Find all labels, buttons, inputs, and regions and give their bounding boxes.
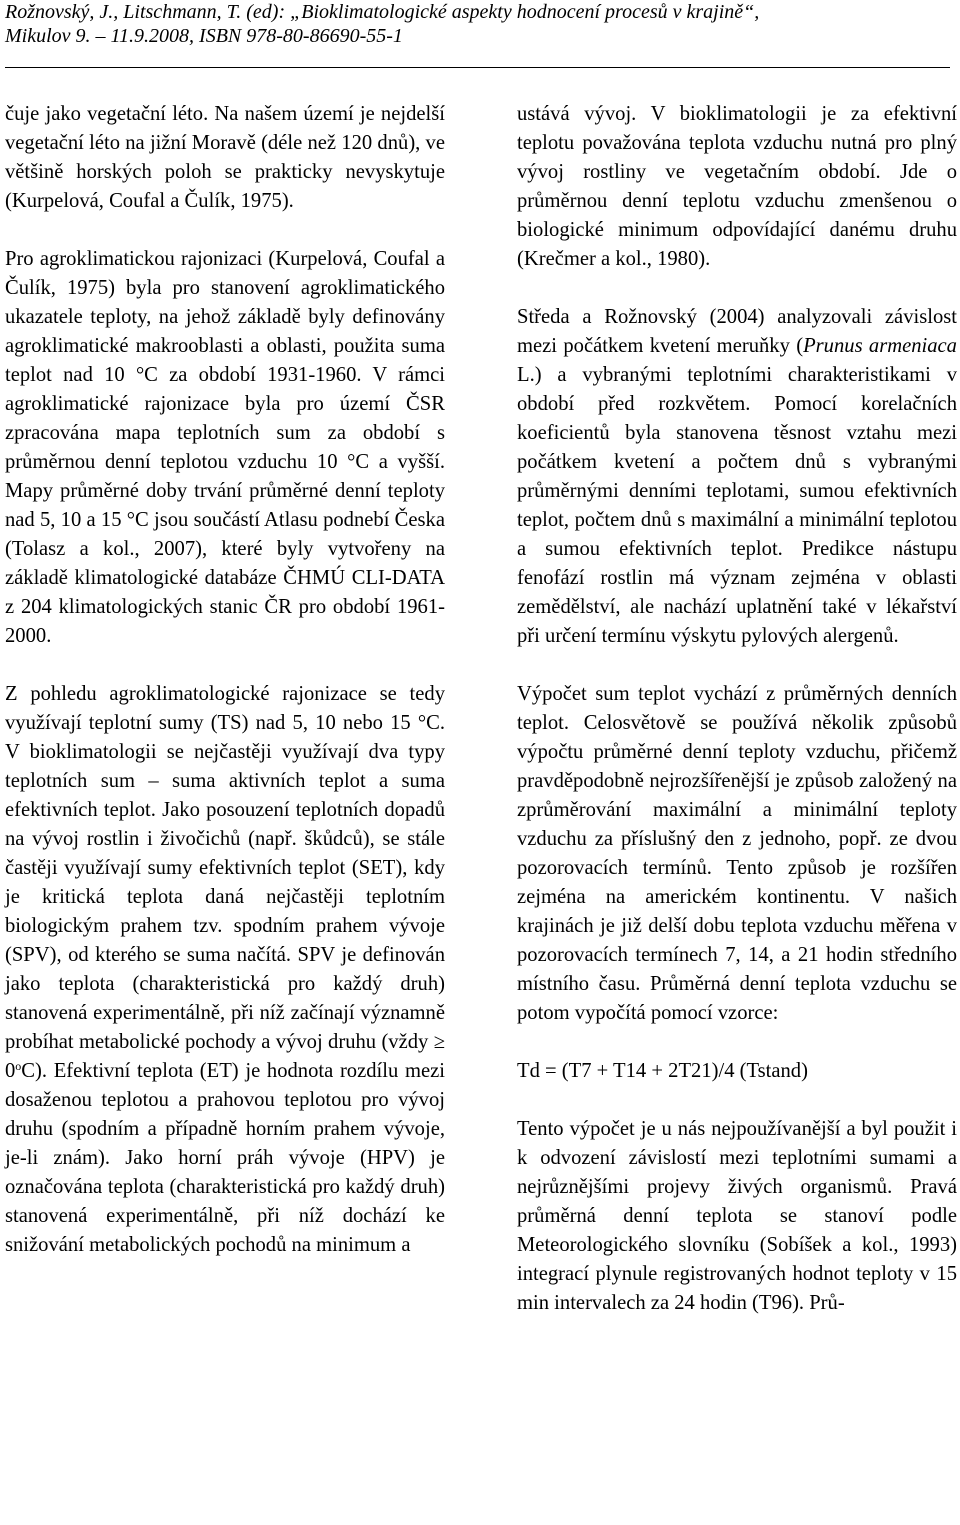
left-column [5,100,445,1260]
right-paragraph-1: ustává vývoj. V bioklimatologii je za efektivní teplotu považována teplota vzduchu nutná pro plný vývoj rostliny ve vegetačním období. Jde o průměrnou denní teplotu vzduchu zmenšenou o biologické minimum odpovídající danému druhu (Krečmer a kol., 1980). [517,103,957,270]
paragraph-gap [517,1028,957,1057]
right-paragraph-2 [517,303,957,651]
right-paragraph-2-part-2: L.) a vybranými teplotními charakteristikami v období před rozkvětem. Pomocí korelačních koeficientů byla stanovena těsnost vztahu mezi počátkem kvetení a počtem dnů s vybranými průměrnými denními teplotami, sumou efektivních teplot, počtem dnů s maximální a minimální teplotou a sumou efektivních teplot. Predikce nástupu fenofází rostlin má význam zejména v oblasti zemědělství, ale nachází uplatnění také v lékařství při určení termínu výskytu pylových alergenů. [517,364,957,647]
paragraph-gap [517,274,957,303]
running-header [5,0,950,48]
left-paragraph-3-part-1: Z pohledu agroklimatologické rajonizace se tedy využívají teplotní sumy (TS) nad 5, 10 nebo 15 °C. V bioklimatologii se nejčastěji využívají dva typy teplotních sum – suma aktivních teplot a suma efektivních teplot. Jako posouzení teplotních dopadů na vývoj rostlin i živočichů (např. škůdců), se stále častěji využívají sumy efektivních teplot (SET), kdy je kritická teplota daná nejčastěji teplotním biologickým prahem tzv. spodním prahem vývoje (SPV), od kterého se suma načítá. SPV je definován jako teplota (charakteristická pro každý druh) stanovená experimentálně, při níž začínají významně probíhat metabolické pochody a vývoj druhu (vždy ≥ 0 [5,683,445,1082]
right-paragraph-2-part-1: Středa a Rožnovský (2004) analyzovali závislost mezi počátkem kvetení meruňky ( [517,306,957,357]
species-name: Prunus armeniaca [803,335,957,357]
header-citation-line-2: Mikulov 9. – 11.9.2008, ISBN 978-80-86690-55-1 [5,25,403,47]
right-paragraph-3: Výpočet sum teplot vychází z průměrných denních teplot. Celosvětově se používá několik způsobů výpočtu průměrné denní teploty vzduchu, přičemž pravděpodobně nejrozšířenější je způsob založený na zprůměrování maximální a minimální teploty vzduchu za příslušný den z jednoho, popř. ze dvou pozorovacích termínů. Tento způsob je rozšířen zejména na americkém kontinentu. V našich krajinách je již delší dobu teplota vzduchu měřena v pozorovacích termínech 7, 14, a 21 hodin středního místního času. Průměrná denní teplota vzduchu se potom vypočítá pomocí vzorce: [517,683,957,1024]
left-paragraph-3-part-2: C). Efektivní teplota (ET) je hodnota rozdílu mezi dosaženou teplotou a prahovou teplotou pro vývoj druhu (spodním a případně horním prahem vývoje, je-li znám). Jako horní práh vývoje (HPV) je označována teplota (charakteristická pro každý druh) stanovená experimentálně, při níž dochází ke snižování metabolických pochodů na minimum a [5,1060,445,1256]
paragraph-gap [517,651,957,680]
header-citation-line-1: Rožnovský, J., Litschmann, T. (ed): „Bioklimatologické aspekty hodnocení procesů v krajině“, [5,1,760,23]
formula: Td = (T7 + T14 + 2T21)/4 (Tstand) [517,1060,808,1082]
left-paragraph-1: čuje jako vegetační léto. Na našem území je nejdelší vegetační léto na jižní Moravě (déle než 120 dnů), ve většině horských poloh se prakticky nevyskytuje (Kurpelová, Coufal a Čulík, 1975). [5,103,445,212]
degree-superscript: o [15,1059,22,1073]
left-paragraph-2: Pro agroklimatickou rajonizaci (Kurpelová, Coufal a Čulík, 1975) byla pro stanovení agroklimatického ukazatele teploty, na jehož základě byly definovány agroklimatické makrooblasti a oblasti, použita suma teplot nad 10 °C za období 1931-1960. V rámci agroklimatické rajonizace byla pro území ČSR zpracována mapa teplotních sum za období s průměrnou denní teplotou vzduchu 10 °C a vyšší. Mapy průměrné doby trvání průměrné denní teploty nad 5, 10 a 15 °C jsou součástí Atlasu podnebí Česka (Tolasz a kol., 2007), které byly vytvořeny na základě klimatologické databáze ČHMÚ CLI-DATA z 204 klimatologických stanic ČR pro období 1961-2000. [5,248,445,647]
header-rule [5,67,950,68]
paragraph-gap [5,651,445,680]
right-paragraph-4: Tento výpočet je u nás nejpoužívanější a byl použit i k odvození závislostí mezi teplotními sumami a nejrůznějšími projevy živých organismů. Pravá průměrná denní teplota se stanoví podle Meteorologického slovníku (Sobíšek a kol., 1993) integrací plynule registrovaných hodnot teploty v 15 min intervalech za 24 hodin (T96). Prů- [517,1118,957,1314]
paragraph-gap [5,216,445,245]
right-column [517,100,957,1318]
paragraph-gap [517,1086,957,1115]
left-paragraph-3 [5,680,445,1260]
